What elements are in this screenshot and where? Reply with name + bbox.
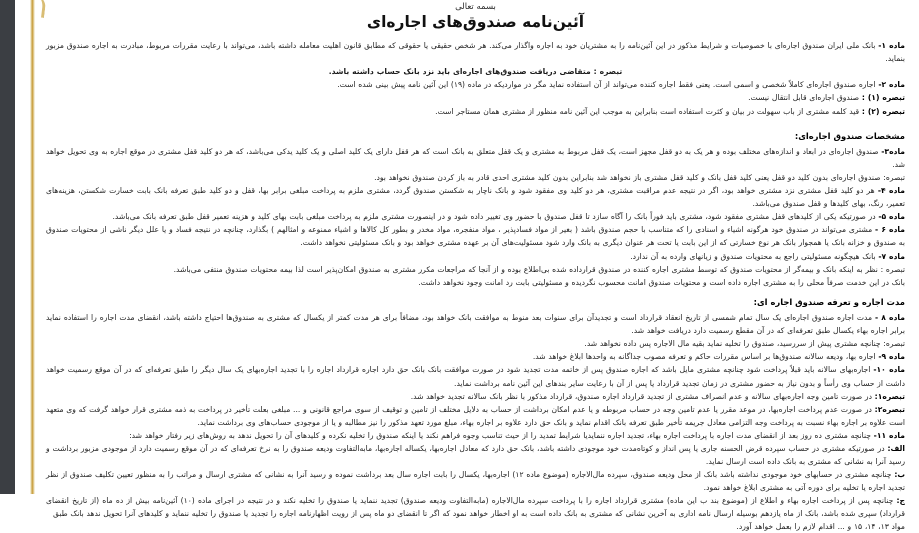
note-paragraph (46, 403, 905, 429)
clipped-text: مواد ۱۳، ۱۴، ۱۵ و ... اقدام لازم را بعمل خواهد آورد. (736, 522, 905, 532)
note-text: تبصره: صندوق اجاره‌ای بدون کلید دو قفل یعنی کلید قفل بانک و کلید قفل مشتری باز نخواهد شد بنابراین بدون کلید مشتری احدی قادر به باز کردن صندوق نخواهد بود. (374, 173, 905, 183)
article-paragraph (46, 311, 905, 337)
article-paragraph (46, 78, 905, 91)
article-label: ماده ۸ - (874, 313, 905, 323)
subitem-text: در صورتیکه مشتری در حساب سپرده قرض الحسنه جاری یا پس انداز و کوتاه‌مدت خود موجودی داشته باشد، بانک حق دارد که معادل اجاره‌بها، یکساله اجاره‌بها، مابه‌التفاوت ودیعه صندوق را به نرخ تعرفه‌ای که در آن موقع رسمیت دارد از موجودی مزبور برداشت و رسید آنرا به نشانی که مشتری به بانک داده است ارسال نماید. (46, 443, 905, 466)
note-text: متقاضی دریافت صندوق‌های اجاره‌ای باید نزد بانک حساب داشته باشد. (328, 67, 591, 77)
article-paragraph (46, 250, 905, 263)
article-text: در صورتیکه یکی از کلیدهای قفل مشتری مفقود شود، مشتری باید فوراً بانک را آگاه سازد تا قفل صندوق با حضور وی تغییر داده شود و در اینصورت مشتری ملزم به پرداخت مبلغی بابت بهای کلید و هزینه تعمیر قفل طبق تعرفه بانک می‌باشد. (112, 212, 876, 222)
note-text: در صورت تامین وجه اجاره‌بهای سالانه و عدم انصراف مشتری از تجدید قرارداد اجاره صندوق، قرارداد مذکور با نظر بانک سالانه تجدید خواهد شد. (410, 391, 872, 401)
note-label: تبصره (۲) : (861, 106, 905, 116)
subitem-label: ب: (894, 469, 905, 479)
article-text: مشتری می‌تواند در صندوق خود هرگونه اشیاء و اسنادی را که متناسب با حجم صندوق باشد ( بغیر از مواد فسادپذیر ، مواد منفجره، مواد مخدر و بطور کل کالاها و اشیاء ممنوعه و امثالهم ) بگذارد، چنانچه در نتیجه فساد و یا علل دیگر ناشی از محتویات صندوق به صندوق و خزانه بانک یا همجوار بانک هر نوع خسارتی که از این بابت یا تحت هر عنوان دیگری به بانک وارد شود مسئولیت‌های آن بر عهده مشتری خواهد بود و بانک مسئولیتی نخواهد داشت. (46, 225, 905, 248)
paragraph-text: بانک در این خدمت صرفاً محلی را به مشتری اجاره داده است و محتویات صندوق امانت محسوب نگردیده و مسئولیتی بابت رد امانت وجود نخواهد داشت. (418, 277, 905, 287)
article-subitem-paragraph (46, 468, 905, 494)
article-paragraph (46, 39, 905, 65)
subitem-label: الف: (887, 443, 906, 453)
clipped-last-line (46, 520, 905, 533)
note-label: تبصره (۱) : (861, 93, 905, 103)
article-text: اجاره بها، ودیعه سالانه صندوق‌ها بر اساس مقررات حاکم و تعرفه مصوب جداگانه به واحدها ابلاغ خواهد شد. (532, 352, 876, 362)
article-text: اجاره‌بهای سالانه باید قبلاً پرداخت شود چنانچه مشتری مایل باشد که اجاره صندوق پس از خاتمه مدت تجدید شود در صورت موافقت بانک بانک حق دارد اجاره قرارداد اجاره را با تجدید اجاره‌بهای یک سال دیگر را طبق تعرفه‌ای که در آن موقع رسمیت خواهد داشت از حساب وی رأساً و بدون نیاز به حضور مشتری در زمان تجدید قرارداد یا پس از آن با رعایت سایر بندهای این آئین نامه برداشت نماید. (46, 365, 905, 388)
article-subitem-paragraph (46, 442, 905, 468)
note-label: تبصره۲: (874, 404, 905, 414)
note-paragraph (46, 263, 905, 276)
note-text: قید کلمه مشتری از باب سهولت در بیان و کثرت استفاده است بنابراین به موجب این آئین نامه منظور از مشتری همان مستاجر است. (435, 106, 860, 116)
note-paragraph (46, 65, 905, 78)
article-text: صندوق اجاره‌ای در ابعاد و اندازه‌های مختلف بوده و هر یک به دو قفل مجهز است، یک قفل مربوط به مشتری و یک قفل متعلق به بانک است که هر قفل دارای یک کلید اصلی و یک کلید یدکی می‌باشد، که هر دو کلید قفل مشتری در موقع اجاره به وی تحویل خواهد شد. (46, 147, 905, 170)
note-paragraph (46, 91, 905, 104)
article-label: ماده۳- (881, 147, 905, 157)
plain-paragraph (46, 276, 905, 289)
subitem-text: چنانچه پس از پرداخت اجاره بهاء و اطلاع از (موضوع بند ب این ماده) مشتری قرارداد اجاره را با پرداخت سپرده مال‌الاجاره (مابه‌التفاوت ودیعه صندوق) تجدید ننماید یا صندوق را تخلیه نکند و در نتیجه در اجرای ماده (۱۰) آئین‌نامه بیش از ده ماه (از تاریخ انقضای قرارداد) سپری شده باشد، بانک از ماه یازدهم بوسیله ارسال نامه اداری به آخرین نشانی که مشتری به بانک داده است به او اخطار خواهد نمود که اگر تا انقضای دو ماه پس از رویت اظهارنامه اجاره را تجدید یا صندوق را تخلیه ننماید و کلیدهای آنرا تحویل ندهد بانک طبق (46, 495, 905, 518)
article-paragraph (46, 210, 905, 223)
note-paragraph (46, 171, 905, 184)
article-label: ماده ۶ - (875, 225, 905, 235)
section-heading-specifications: مشخصات صندوق اجاره‌ای: (794, 130, 905, 141)
note-text: تبصره: چنانچه مشتری پیش از سررسید، صندوق را تخلیه نماید بقیه مال الاجاره پس داده نخواهد شد. (584, 339, 905, 349)
article-label: ماده ۱- (878, 41, 905, 51)
note-label: تبصره۱: (874, 391, 905, 401)
note-text: در صورت عدم پرداخت اجاره‌بها، در موعد مقرر یا عدم تامین وجه در حساب مربوطه و یا عدم امکان برداشت از حساب به دلایل مختلف از تامین و توقیف از سوی مراجع قانونی و ... مبلغی بعلت تأخیر در پرداخت به ذمه مشتری قرار خواهد گرفت که وی متعهد است علاوه بر اجاره بهاء نسبت به پرداخت وجه التزامی معادل جریمه تأخیر طبق تعرفه بانک اقدام نماید و بانک حق دارد علاوه بر اجاره بهاء، مبلغ مورد تعهد مذکور را نیز مطالبه و یا از موجودی حساب‌های وی برداشت نماید. (46, 404, 905, 427)
article-label: ماده ۴- (877, 186, 905, 196)
article-label: ماده ۵- (878, 212, 905, 222)
section-heading-duration-and-tariff: مدت اجاره و تعرفه صندوق اجاره ای: (753, 296, 905, 307)
note-text: تبصره : نظر به اینکه بانک و بیمه‌گر از محتویات صندوق که توسط مشتری اجاره کننده در صندوق قرارداده شده بی‌اطلاع بوده و از آنجا که مراجعات مکرر مشتری به صندوق امکان‌پذیر است لذا بیمه محتویات صندوق منتفی می‌باشد. (173, 264, 905, 274)
article-text: هر دو کلید قفل مشتری نزد مشتری خواهد بود، اگر در نتیجه عدم مراقبت مشتری، هر دو کلید وی مفقود شود و بانک ناچار به شکستن صندوق گردد، مشتری ملزم به پرداخت مبلغی برابر بها، قفل و دو کلید طبق تعرفه بانک بابت خسارت شکستن، هزینه‌های تعمیر، رنگ، بهای کلیدها و قفل صندوق می‌باشد. (46, 186, 905, 209)
article-label: ماده ۲- (878, 80, 905, 90)
basmala-line: بسمه تعالی (455, 2, 496, 12)
note-text: صندوق اجاره‌ای قابل انتقال نیست. (748, 93, 860, 103)
article-label: ماده ۱۱- (873, 430, 905, 440)
article-label: ماده ۱۰- (873, 365, 906, 375)
article-label: ماده ۹- (878, 352, 905, 362)
article-text: مدت اجاره صندوق اجاره‌ای یک سال تمام شمسی از تاریخ انعقاد قرارداد است و تجدیدآن برای سنوات بعد منوط به موافقت بانک خواهد بود، مضافاً برای هر مدت کمتر از یکسال که مشتری به صندوق‌ها احتیاج داشته باشد، انقضای مدت اجاره را استفاده نماید برابر اجاره بهاء یکسال طبق تعرفه‌ای که در آن مقطع رسمیت دارد دریافت خواهد شد. (46, 313, 905, 336)
note-label: تبصره : (593, 67, 623, 77)
subitem-text: چنانچه مشتری در حسابهای خود موجودی نداشته باشد بانک از محل ودیعه صندوق، سپرده مال‌الاجاره (موضوع ماده ۱۲) اجاره‌بها، یکسال را بابت اجاره سال بعد برداشت نموده و رسید آنرا به نشانی که مشتری ارسال و مراتب را به منظور تعیین تکلیف صندوق از نظر تجدید اجاره یا تخلیه برای دوره آتی به مشتری ابلاغ خواهد نمود. (46, 469, 905, 492)
article-paragraph (46, 350, 905, 363)
note-paragraph (46, 105, 905, 118)
note-paragraph (46, 390, 905, 403)
article-text: بانک هیچگونه مسئولیتی راجع به محتویات صندوق و زیانهای وارده به آن ندارد. (630, 251, 876, 261)
article-paragraph (46, 223, 905, 249)
document-title: آئین‌نامه صندوق‌های اجاره‌ای (366, 13, 585, 32)
article-paragraph (46, 429, 905, 442)
article-label: ماده ۷- (878, 251, 905, 261)
article-text: چنانچه مشتری ده روز بعد از انقضای مدت اجاره با پرداخت اجاره بهاء، تجدید اجاره ننمایدیا شرایط تمدید را از حیث تناسب وجوه فراهم نکند یا اینکه صندوق را تخلیه نکرده و کلیدهای آن را تحویل ندهد به روش‌های زیر رفتار خواهد شد: (129, 430, 871, 440)
article-subitem-paragraph (46, 494, 905, 520)
subitem-label: ج: (896, 495, 906, 505)
section-spacer (46, 118, 905, 123)
article-paragraph (46, 184, 905, 210)
article-text: اجاره صندوق اجاره‌ای کاملاً شخصی و اسمی است. یعنی فقط اجاره کننده می‌تواند از آن استفاده نماید مگر در مواردیکه در ماده (۱۹) این آئین نامه پیش بینی شده است. (337, 80, 876, 90)
article-text: بانک ملی ایران صندوق اجاره‌ای با خصوصیات و شرایط مذکور در این آئین‌نامه را به مشتریان خود به اجاره واگذار می‌کند. هر شخص حقیقی یا حقوقی که مطابق قانون اهلیت معامله داشته باشد، می‌تواند با رعایت مقررات مربوط، مبادرت به اجاره صندوق مزبور بنماید. (46, 41, 905, 64)
article-paragraph (46, 363, 905, 389)
note-paragraph (46, 337, 905, 350)
article-paragraph (46, 145, 905, 171)
